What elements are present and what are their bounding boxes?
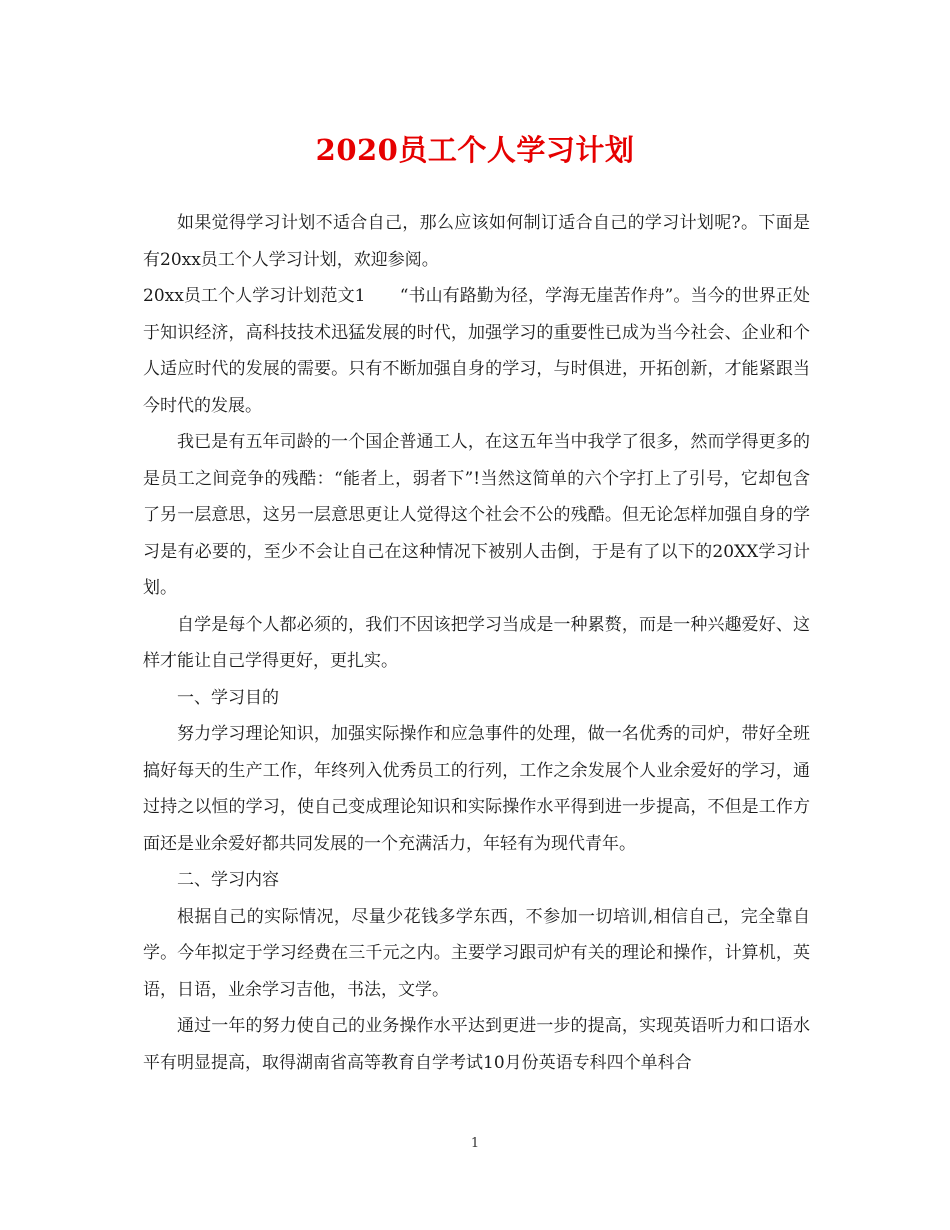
document-body <box>143 205 810 1081</box>
section-heading: 二、学习内容 <box>177 870 279 890</box>
paragraph: 20xx员工个人学习计划范文1 “书山有路勤为径，学海无崖苦作舟”。当今的世界正处于知识经济，高科技技术迅猛发展的时代，加强学习的重要性已成为当今社会、企业和个人适应时代的发展的需要。只有不断加强自身的学习，与时俱进，开拓创新，才能紧跟当今时代的发展。 <box>143 286 810 416</box>
paragraph: 通过一年的努力使自己的业务操作水平达到更进一步的提高，实现英语听力和口语水平有明显提高，取得湖南省高等教育自学考试10月份英语专科四个单科合 <box>143 1016 810 1073</box>
paragraph: 如果觉得学习计划不适合自己，那么应该如何制订适合自己的学习计划呢?。下面是有20xx员工个人学习计划，欢迎参阅。 <box>143 213 810 270</box>
paragraph: 根据自己的实际情况，尽量少花钱多学东西，不参加一切培训,相信自己，完全靠自学。今年拟定于学习经费在三千元之内。主要学习跟司炉有关的理论和操作，计算机，英语，日语，业余学习吉他，书法，文学。 <box>143 906 810 1000</box>
section-heading: 一、学习目的 <box>177 687 279 708</box>
paragraph: 我已是有五年司龄的一个国企普通工人，在这五年当中我学了很多，然而学得更多的是员工之间竞争的残酷：“能者上，弱者下”!当然这简单的六个字打上了引号，它却包含了另一层意思，这另一层意思更让人觉得这个社会不公的残酷。但无论怎样加强自身的学习是有必要的，至少不会让自己在这种情况下被别人击倒，于是有了以下的20XX学习计划。 <box>143 432 810 598</box>
page-number: 1 <box>470 1136 480 1151</box>
paragraph: 努力学习理论知识，加强实际操作和应急事件的处理，做一名优秀的司炉，带好全班搞好每天的生产工作，年终列入优秀员工的行列，工作之余发展个人业余爱好的学习，通过持之以恒的学习，使自己变成理论知识和实际操作水平得到进一步提高，不但是工作方面还是业余爱好都共同发展的一个充满活力，年轻有为现代青年。 <box>143 724 810 854</box>
paragraph: 自学是每个人都必须的，我们不因该把学习当成是一种累赘，而是一种兴趣爱好、这样才能让自己学得更好，更扎实。 <box>143 614 810 671</box>
document-title: 2020员工个人学习计划 <box>315 133 635 167</box>
